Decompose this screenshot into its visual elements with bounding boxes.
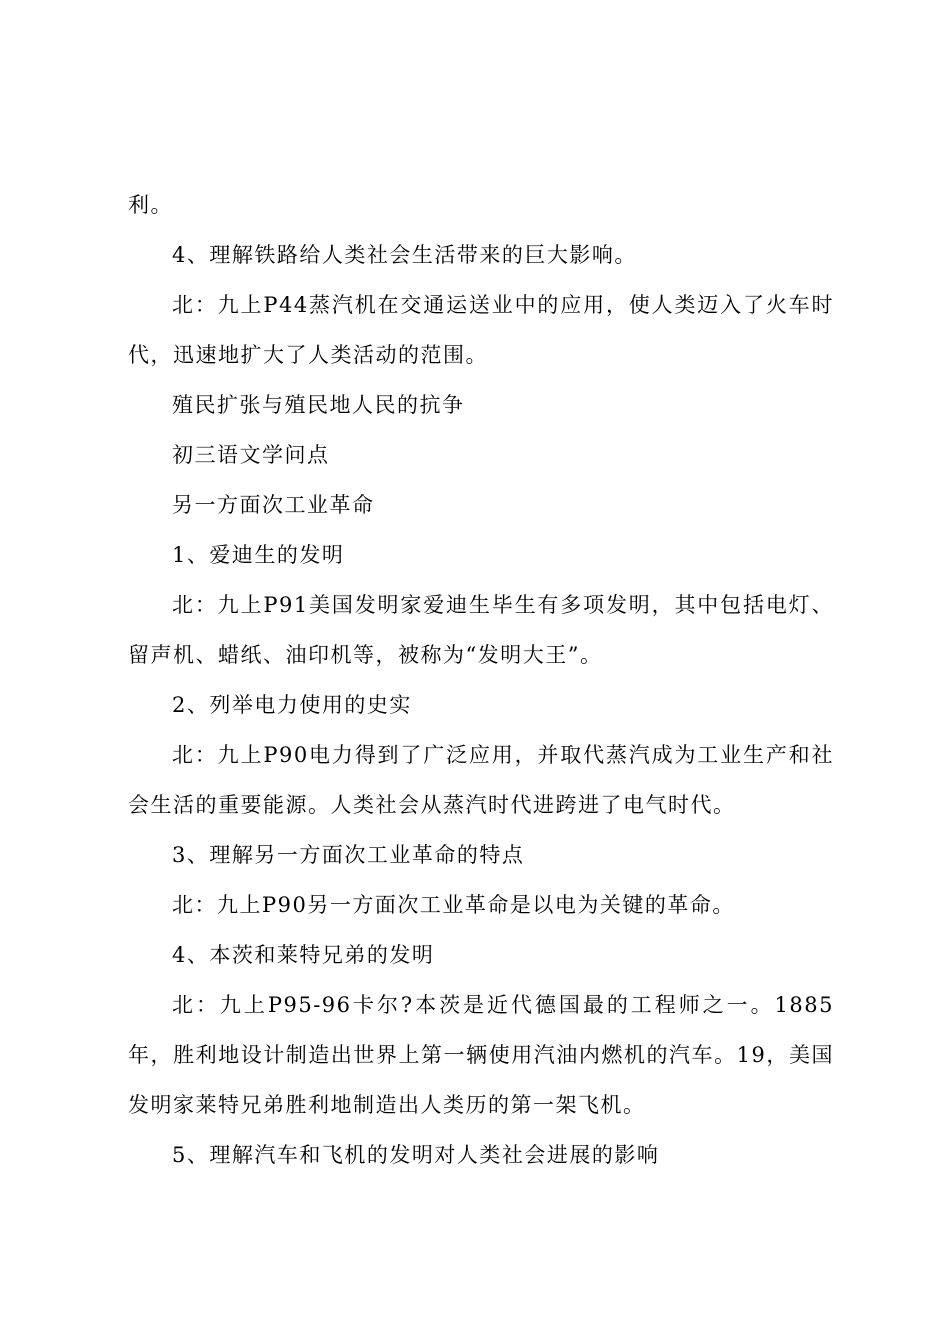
paragraph-chinese-knowledge: 初三语文学问点 [172,443,330,467]
paragraph-answer-railway: 北：九上P44蒸汽机在交通运送业中的应用，使人类迈入了火车时代，迅速地扩大了人类活动的范围。 [128,293,834,367]
paragraph-item-1-edison: 1、爱迪生的发明 [172,543,345,567]
section-heading-colonial-expansion: 殖民扩张与殖民地人民的抗争 [172,393,465,417]
section-heading-industrial-revolution: 另一方面次工业革命 [172,493,375,517]
paragraph-item-3-features: 3、理解另一方面次工业革命的特点 [172,843,525,867]
paragraph-item-2-electricity: 2、列举电力使用的史实 [172,693,412,717]
paragraph-item-5-impact: 5、理解汽车和飞机的发明对人类社会进展的影响 [172,1143,660,1167]
paragraph-answer-benz-wright: 北：九上P95-96卡尔?本茨是近代德国最的工程师之一。1885年，胜利地设计制造出世界上第一辆使用汽油内燃机的汽车。19，美国发明家莱特兄弟胜利地制造出人类历的第一架飞机。 [128,993,834,1117]
paragraph-item-4-railway: 4、理解铁路给人类社会生活带来的巨大影响。 [172,243,637,267]
paragraph-continuation: 利。 [128,193,173,217]
paragraph-answer-edison: 北：九上P91美国发明家爱迪生毕生有多项发明，其中包括电灯、留声机、蜡纸、油印机等，被称为“发明大王”。 [128,593,834,667]
paragraph-answer-electricity: 北：九上P90电力得到了广泛应用，并取代蒸汽成为工业生产和社会生活的重要能源。人类社会从蒸汽时代进跨进了电气时代。 [128,743,834,817]
paragraph-item-4-benz-wright: 4、本茨和莱特兄弟的发明 [172,943,435,967]
paragraph-answer-features: 北：九上P90另一方面次工业革命是以电为关键的革命。 [172,893,735,917]
